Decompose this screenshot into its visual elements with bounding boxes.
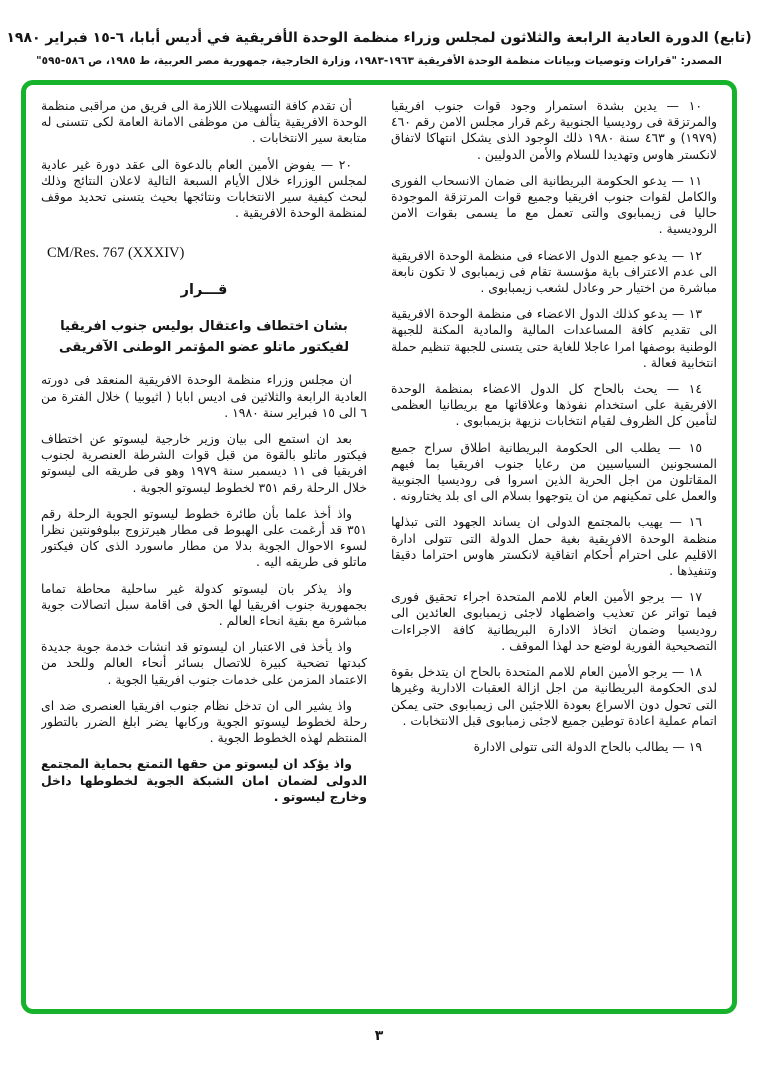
resolution-reference: CM/Res. 767 (XXXIV) — [47, 245, 185, 262]
paragraph: ان مجلس وزراء منظمة الوحدة الافريقية المنعقد فى دورته العادية الرابعة والثلاثين فى اديس ابابا ( اثيوبيا ) خلال الفترة من ٦ الى ١٥ فبراير سنة ١٩٨٠ . — [41, 372, 367, 420]
paragraph: أن تقدم كافة التسهيلات اللازمة الى فريق من مراقبى منظمة الوحدة الافريقية يتألف من موظفى الامانة العامة لكى تتسنى له متابعة سير الانتخابات . — [41, 98, 367, 146]
resolution-heading: قـــرار — [180, 282, 228, 299]
paragraph: ١٤ — يحث بالحاح كل الدول الاعضاء بمنظمة الوحدة الافريقية على استخدام نفوذها وعلاقاتها مع بريطانيا العظمى لتأمين كل الظروف لقيام انتخابات نزيهة بزيمبابوى . — [391, 381, 717, 429]
paragraph: ١٠ — يدين بشدة استمرار وجود قوات جنوب افريقيا والمرتزقة فى روديسيا الجنوبية رغم قرار مجلس الامن رقم ٤٦٠ (١٩٧٩) و ٤٦٣ سنة ١٩٨٠ ذلك الوجود الذى يشكل انتهاكا لاتفاق لانكستر هاوس وتهديدا للسلام والأمن الدوليين . — [391, 98, 717, 162]
paragraph: واذ يأخذ فى الاعتبار ان ليسوتو قد انشات خدمة جوية جديدة كبدتها تضحية كبيرة للاتصال بسائر أنحاء العالم وللحد من الاعتماد المزمن على خدمات جنوب افريقيا الجوية . — [41, 639, 367, 687]
page-header — [0, 0, 758, 67]
resolution-body-paragraphs — [41, 372, 367, 746]
green-border-frame — [21, 80, 737, 1014]
paragraph: ١٦ — يهيب بالمجتمع الدولى ان يساند الجهود التى تبذلها منظمة الوحدة الافريقية بغية حمل الدولة التى تتولى ادارة الاقليم على احترام أحكام اتفاقية لانكستر هاوس احتراما دقيقا وتنفيذها . — [391, 514, 717, 579]
paragraph: ١٩ — يطالب بالحاح الدولة التى تتولى الادارة — [473, 738, 702, 754]
page-number: ٣ — [374, 1028, 384, 1044]
column-right — [391, 98, 717, 999]
paragraph: واذ أخذ علما بأن طائرة خطوط ليسوتو الجوية الرحلة رقم ٣٥١ قد أرغمت على الهبوط فى مطار هيرتزوج ببلوفونتين نظرا لسوء الاحوال الجوية بدلا من مطار ماسورد الذى كان فيكتور ماتلو فى طريقه اليه . — [41, 505, 367, 570]
paragraph: ١٢ — يدعو جميع الدول الاعضاء فى منظمة الوحدة الافريقية الى عدم الاعتراف باية مؤسسة تقام فى زيمبابوى لا تكون نابعة مباشرة من اختيار حر وعادل لشعب زيمبابوى . — [391, 247, 717, 296]
column-left — [41, 98, 367, 999]
resolution-title-line1: بشان اختطاف واعتقال بوليس جنوب افريقيا — [60, 319, 348, 335]
two-column-text — [41, 98, 717, 999]
paragraph: واذ يشير الى ان تدخل نظام جنوب افريقيا العنصرى ضد اى رحلة لخطوط ليسوتو الجوية وركابها يضر ابلغ الضرر بالتطور المنتظم لهذه الخطوط الجوية . — [41, 697, 367, 746]
paragraph: واذ يذكر بان ليسوتو كدولة غير ساحلية محاطة تماما بجمهورية جنوب افريقيا لها الحق فى اقامة سبل اتصالات جوية مباشرة مع بقية انحاء العالم . — [41, 580, 367, 629]
paragraph: ٢٠ — يفوض الأمين العام بالدعوة الى عقد دورة غير عادية لمجلس الوزراء خلال الأيام السبعة التالية لاعلان النتائج وذلك لبحث كيفية سير الانتخابات ونتائجها بحيث يتسنى تحديد موقف لمنظمة الوحدة الافريقية . — [41, 156, 367, 221]
paragraph: ١٥ — يطلب الى الحكومة البريطانية اطلاق سراح جميع المسجونين السياسيين من رعايا جنوب افريقيا بما فيهم المقاتلون من اجل الحرية الذين اسروا فى روديسيا الجنوبية والعمل على تمكينهم من ان يتوجهوا بسلام الى اى بلد يختارونه . — [391, 439, 717, 504]
resolution-title-line2: لفيكتور ماتلو عضو المؤتمر الوطنى الآفريقى — [58, 340, 350, 356]
header-source-line: المصدر: "قرارات وتوصيات وبيانات منظمة الوحدة الأفريقية ١٩٦٣-١٩٨٣، وزارة الخارجية، جمهورية مصر العربية، ط ١٩٨٥، ص ٥٨٦-٥٩٥" — [36, 55, 722, 67]
resolution-final-paragraph: واذ يؤكد ان ليسوتو من حقها التمتع بحماية المجتمع الدولى لضمان امان الشبكة الجوية لخطوطها داخل وخارج ليسوتو . — [41, 756, 367, 804]
paragraph: ١٧ — يرجو الأمين العام للامم المتحدة اجراء تحقيق فورى فيما تواتر عن تعذيب واضطهاد لاجئى زيمبابوى العائدين الى روديسيا وضمان اتخاذ الادارة البريطانية كافة الاجراءات التصحيحية الفورية لوضع حد لهذا الموقف . — [391, 589, 717, 653]
resolution-title — [41, 316, 367, 358]
left-top-paragraphs — [41, 98, 367, 221]
paragraph: ١١ — يدعو الحكومة البريطانية الى ضمان الانسحاب الفورى والكامل لقوات جنوب افريقيا وجميع قوات المرتزقة الموجودة حاليا فى زيمبابوى والتى تعمل مع ما يسمى بقوات الامن الروديسية . — [391, 172, 717, 237]
paragraph: بعد ان استمع الى بيان وزير خارجية ليسوتو عن اختطاف فيكتور ماتلو بالقوة من قبل قوات الشرطة العنصرية لجنوب افريقيا فى ١١ ديسمبر سنة ١٩٧٩ وهو فى طريقه الى ليسوتو خلال الرحلة رقم ٣٥١ لخطوط ليسوتو الجوية . — [41, 431, 367, 495]
header-session-title: (تابع) الدورة العادية الرابعة والثلاثون لمجلس وزراء منظمة الوحدة الأفريقية في أديس أبابا، ٦-١٥ فبراير ١٩٨٠ — [6, 30, 752, 46]
paragraph: ١٨ — يرجو الأمين العام للامم المتحدة بالحاح ان يتدخل بقوة لدى الحكومة البريطانية من اجل ازالة العقبات الادارية وغيرها التى تحول دون الاسراع بعودة اللاجئين الى زيمبابوى حتى يمكن اتمام عملية اعادة توطين جميع لاجئى زمبابوى قبل الانتخابات . — [391, 664, 717, 728]
paragraph: ١٣ — يدعو كذلك الدول الاعضاء فى منظمة الوحدة الافريقية الى تقديم كافة المساعدات المالية والمادية المكنة للجبهة الوطنية بوصفها امرا عاجلا للغاية حتى يتسنى للجبهة تنظيم حملة انتخابية فعالة . — [391, 306, 717, 370]
